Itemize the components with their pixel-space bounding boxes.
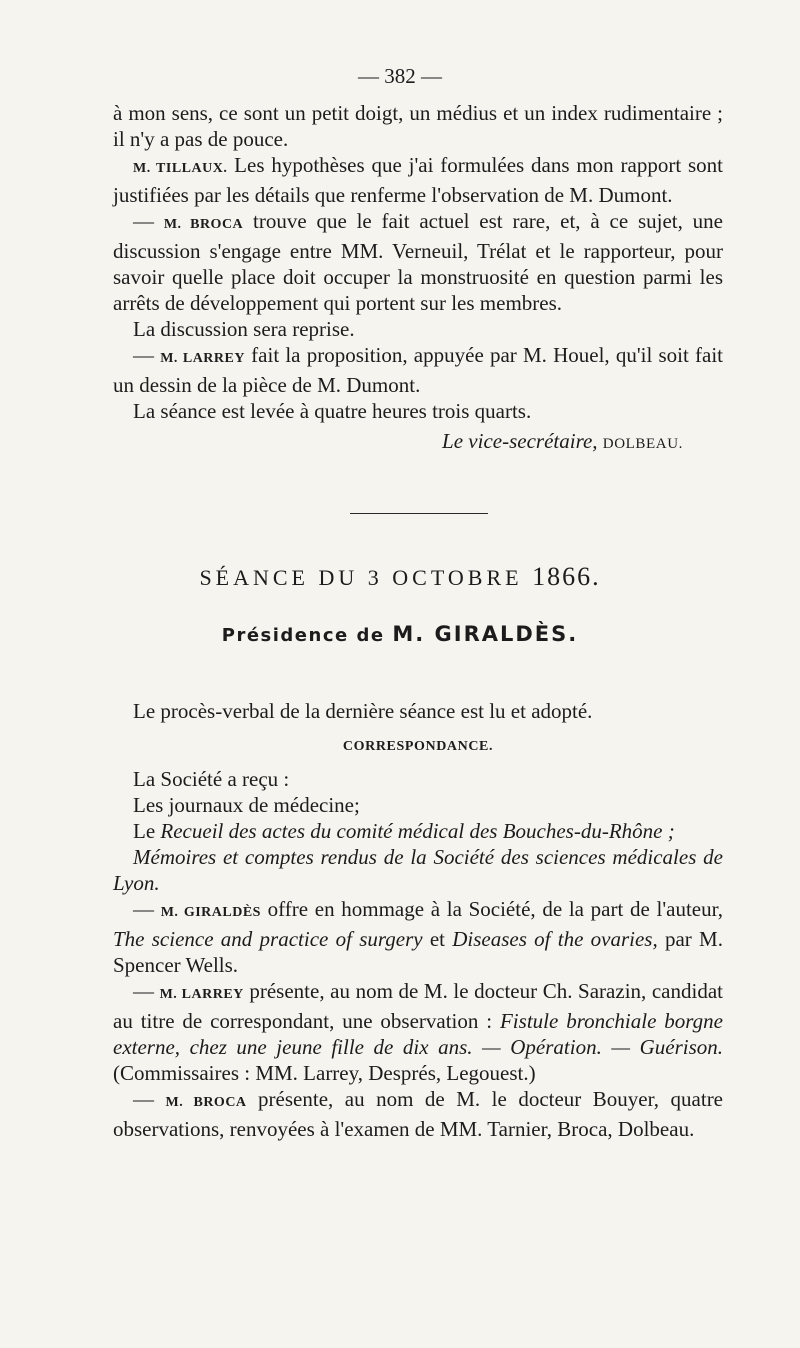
paragraph-text: Le	[133, 819, 161, 843]
dash: —	[133, 209, 164, 233]
session-body	[113, 698, 723, 1142]
paragraph	[113, 342, 723, 398]
publication-title: Mémoires et comptes rendus de la Société des sciences médicales de Lyon.	[113, 845, 723, 895]
speaker-name: M. BROCA	[165, 1095, 247, 1110]
section-divider	[350, 513, 488, 514]
paragraph-text: par M. Spencer Wells.	[113, 927, 723, 977]
dash: —	[133, 343, 161, 367]
signature-name: DOLBEAU.	[602, 436, 683, 452]
speaker-name: M. LARREY	[160, 351, 245, 366]
paragraph	[113, 208, 723, 316]
paragraph-text: trouve que le fait actuel est rare, et, à ce sujet, une discussion s'engage entre MM. Verneuil, Trélat et le rapporteur, pour savoir quelle place doit occuper la monstruosité en question parmi les arrêts de développement qui portent sur les membres.	[113, 209, 724, 315]
session-title: SÉANCE DU 3 OCTOBRE	[199, 565, 533, 590]
speaker-name: M. LARREY	[159, 987, 244, 1002]
paragraph: La séance est levée à quatre heures trois quarts.	[133, 399, 532, 423]
paragraph	[113, 1086, 723, 1142]
speaker-name: M. BROCA	[163, 217, 244, 232]
paragraph	[113, 978, 723, 1086]
presidency-label: Présidence de	[221, 625, 393, 646]
dash: —	[133, 897, 161, 921]
publication-title: The science and practice of surgery	[113, 927, 423, 951]
paragraph: La Société a reçu :	[133, 767, 290, 791]
publication-title: Recueil des actes du comité médical des Bouches-du-Rhône ;	[160, 819, 675, 843]
paragraph	[113, 818, 723, 844]
paragraph	[113, 896, 723, 978]
paragraph-text: présente, au nom de M. le docteur Bouyer, quatre observations, renvoyées à l'examen de MM. Tarnier, Broca, Dolbeau.	[113, 1087, 724, 1141]
signature-role: Le vice-secrétaire,	[442, 429, 598, 453]
page-number: — 382 —	[358, 64, 442, 88]
paragraph-text: Les hypothèses que j'ai formulées dans mon rapport sont justifiées par les détails que renferme l'observation de M. Dumont.	[113, 153, 723, 207]
signature	[113, 428, 723, 457]
paragraph: à mon sens, ce sont un petit doigt, un médius et un index rudimentaire ; il n'y a pas de pouce.	[113, 101, 723, 151]
publication-title: Diseases of the ovaries,	[452, 927, 658, 951]
paragraph	[113, 844, 723, 896]
dash: —	[133, 979, 160, 1003]
paragraph: La discussion sera reprise.	[133, 317, 355, 341]
paragraph	[113, 152, 723, 208]
paragraph-text: et	[422, 927, 453, 951]
paragraph-text: présente, au nom de M. le docteur Ch. Sarazin, candidat au titre de correspondant, une observation :	[113, 979, 723, 1033]
session-year: 1866.	[532, 562, 601, 591]
minutes-previous-session	[113, 100, 723, 457]
speaker-name: M. GIRALDÈS	[160, 905, 261, 920]
dash: —	[133, 1087, 166, 1111]
observation-title: Fistule bronchiale borgne externe, chez une jeune fille de dix ans. — Opération. — Guérison.	[113, 1009, 723, 1059]
paragraph: Le procès-verbal de la dernière séance est lu et adopté.	[133, 699, 593, 723]
session-heading	[0, 562, 800, 592]
president-name: M. GIRALDÈS.	[392, 622, 579, 646]
paragraph-text: (Commissaires : MM. Larrey, Després, Legouest.)	[113, 1061, 536, 1085]
paragraph-text: fait la proposition, appuyée par M. Houel, qu'il soit fait un dessin de la pièce de M. Dumont.	[113, 343, 724, 397]
speaker-name: M. TILLAUX.	[133, 161, 228, 176]
paragraph: Les journaux de médecine;	[133, 793, 360, 817]
presidency-line	[0, 622, 800, 646]
section-heading: CORRESPONDANCE.	[342, 739, 494, 754]
paragraph-text: offre en hommage à la Société, de la part de l'auteur,	[260, 897, 723, 921]
